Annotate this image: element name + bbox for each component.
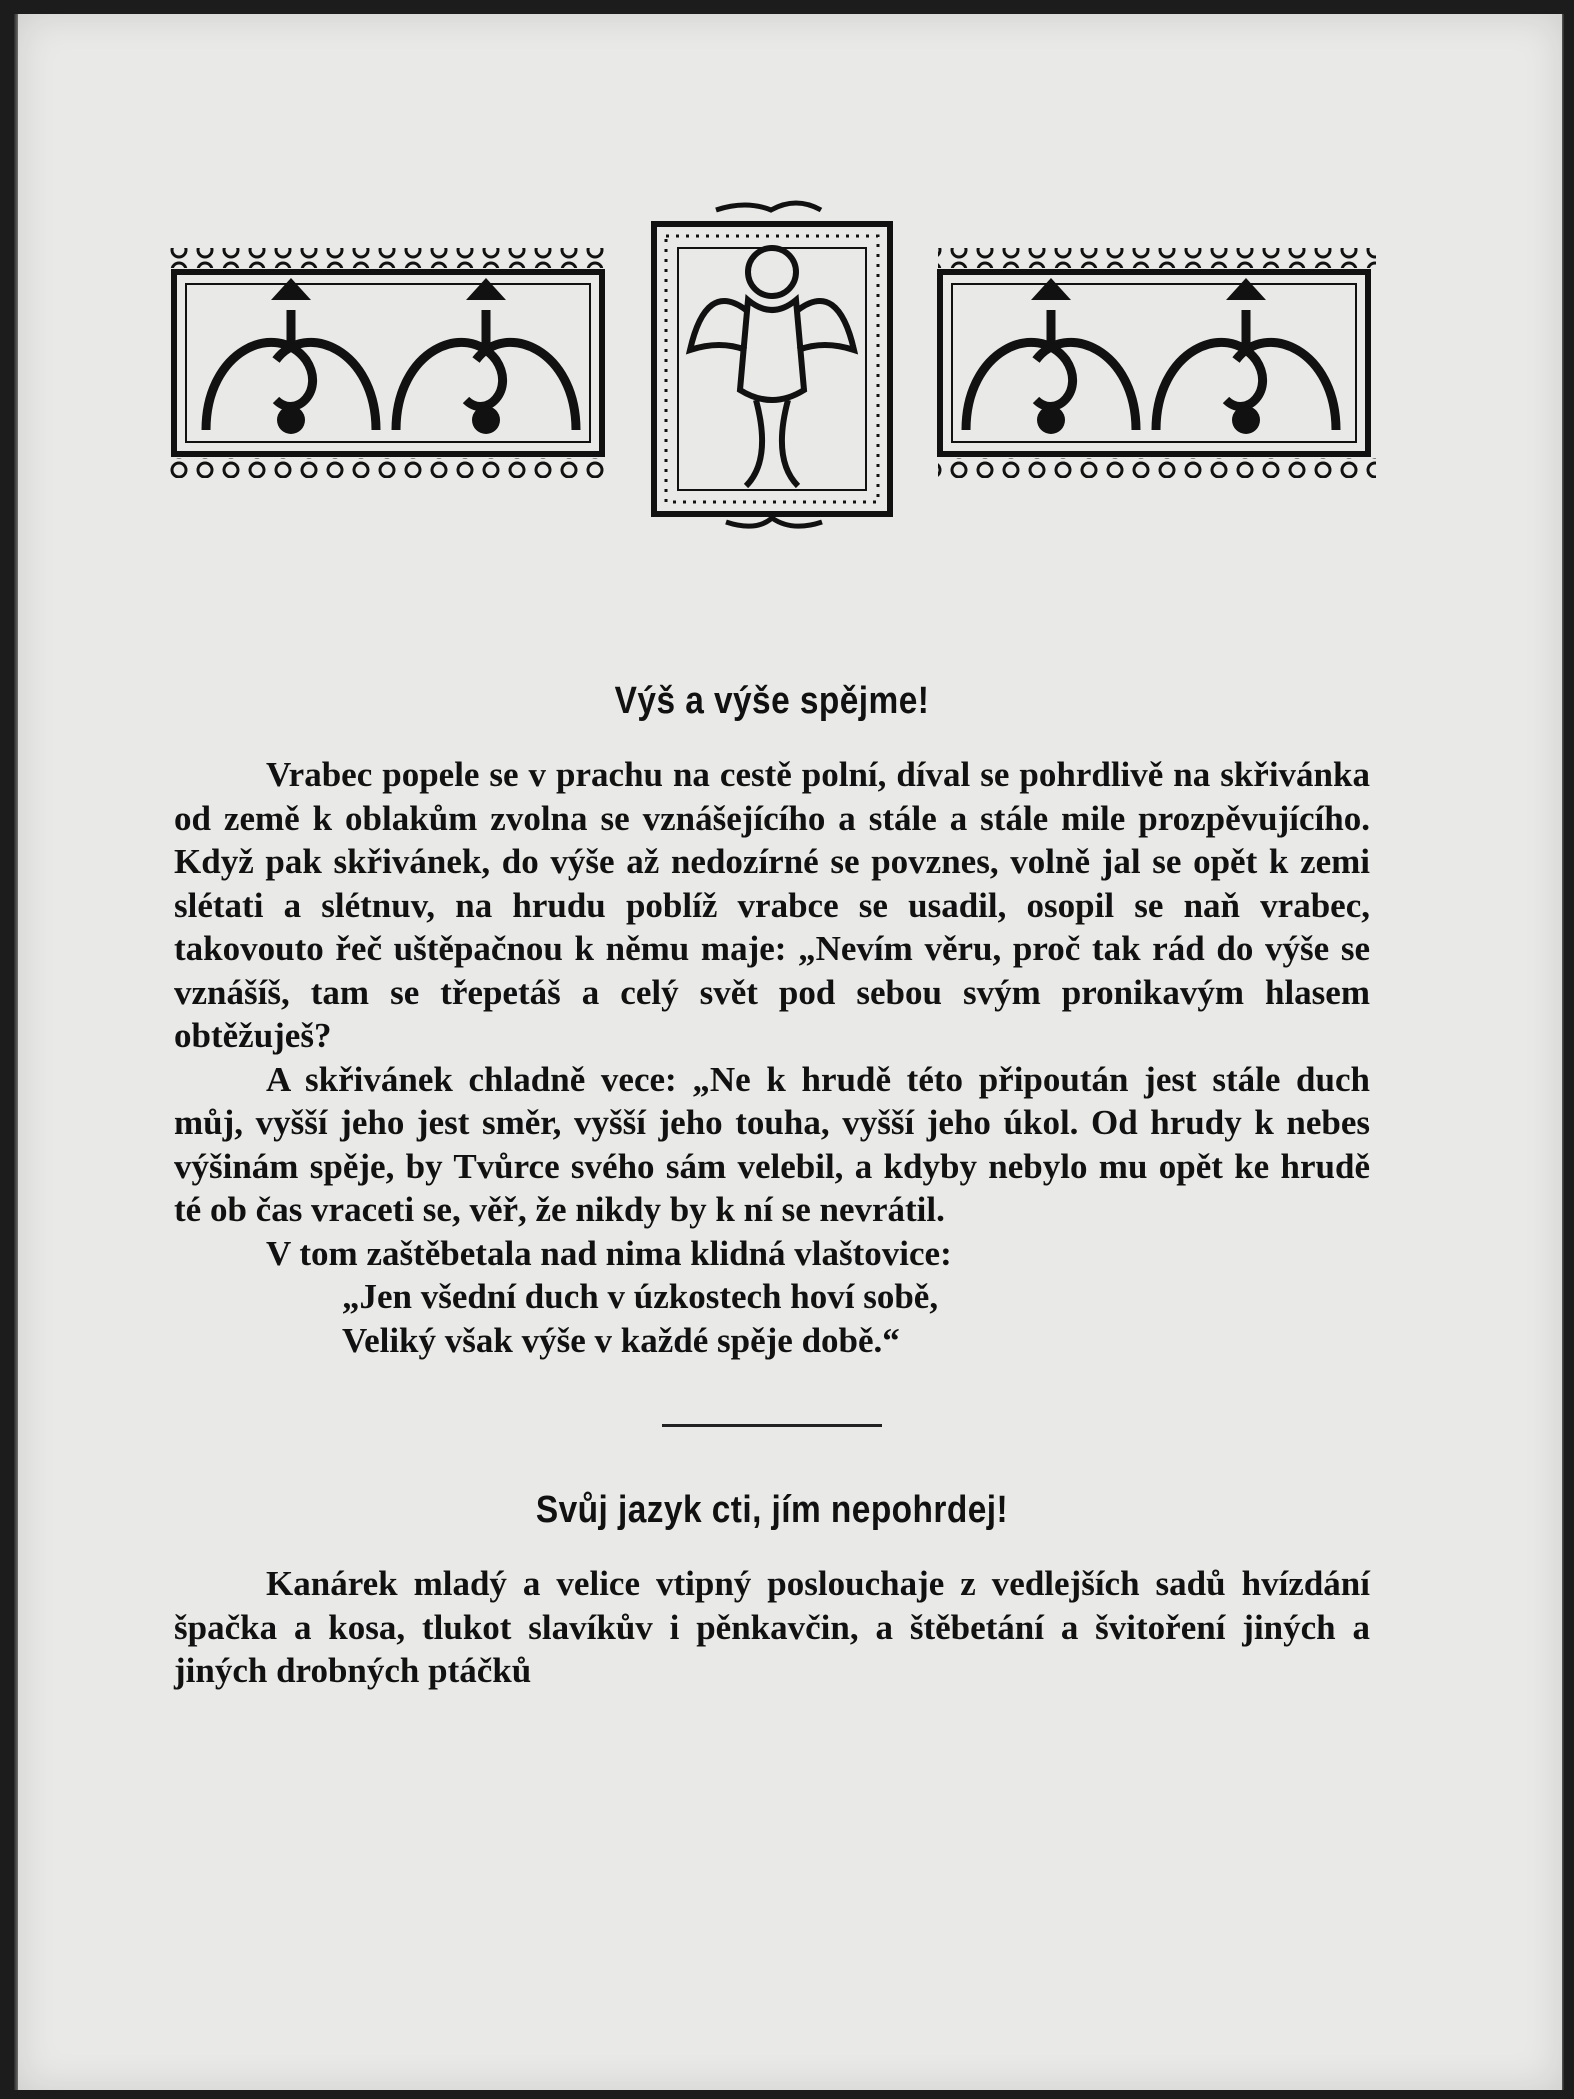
fable-paragraph: A skřivánek chladně vece: „Ne k hrudě této připoután jest stále duch můj, vyšší jeho jest směr, vyšší jeho touha, vyšší jeho úkol. Od hrudy k nebes výšinám spěje, by Tvůrce svého sám velebil, a kdyby nebylo mu opět ke hrudě té ob čas vraceti se, věř, že nikdy by k ní se nevrátil.: [174, 1059, 1370, 1229]
fable-paragraph: Kanárek mladý a velice vtipný poslouchaje z vedlejších sadů hvízdání špačka a kosa, tlukot slavíkův i pěnkavčin, a štěbetání a švitoření jiných a jiných drobných ptáčků: [174, 1564, 1370, 1690]
fable-title: Výš a výše spějme!: [614, 680, 930, 722]
page-text: [174, 680, 1370, 1693]
acanthus-scroll-icon: [166, 248, 604, 478]
fable-paragraph: V tom zaštěbetala nad nima klidná vlaštovice:: [266, 1233, 952, 1273]
winged-cherub-icon: [654, 203, 890, 526]
moral-verse: [342, 1275, 1370, 1362]
verse-line: „Jen všední duch v úzkostech hoví sobě,: [342, 1277, 939, 1316]
verse-line: Veliký však výše v každé spěje době.“: [342, 1320, 900, 1360]
acanthus-scroll-icon: [938, 248, 1376, 478]
fable-paragraph: Vrabec popele se v prachu na cestě polní, díval se pohrdlivě na skřivánka od země k oblakům zvolna se vznášejícího a stále a stále mile prozpěvujícího. Když pak skřivánek, do výše až nedozírné se povznes, volně jal se opět k zemi slétati a slétnuv, na hrudu poblíž vrabce se usadil, osopil se naň vrabec, takovouto řeč uštěpačnou k němu maje: „Nevím věru, proč tak rád do výše se vznášíš, tam se třepetáš a celý svět pod sebou svým pronikavým hlasem obtěžuješ?: [174, 755, 1370, 1055]
fable-title: Svůj jazyk cti, jím nepohrdej!: [535, 1489, 1009, 1531]
section-divider: [662, 1424, 882, 1427]
headpiece-ornament: [166, 200, 1376, 530]
